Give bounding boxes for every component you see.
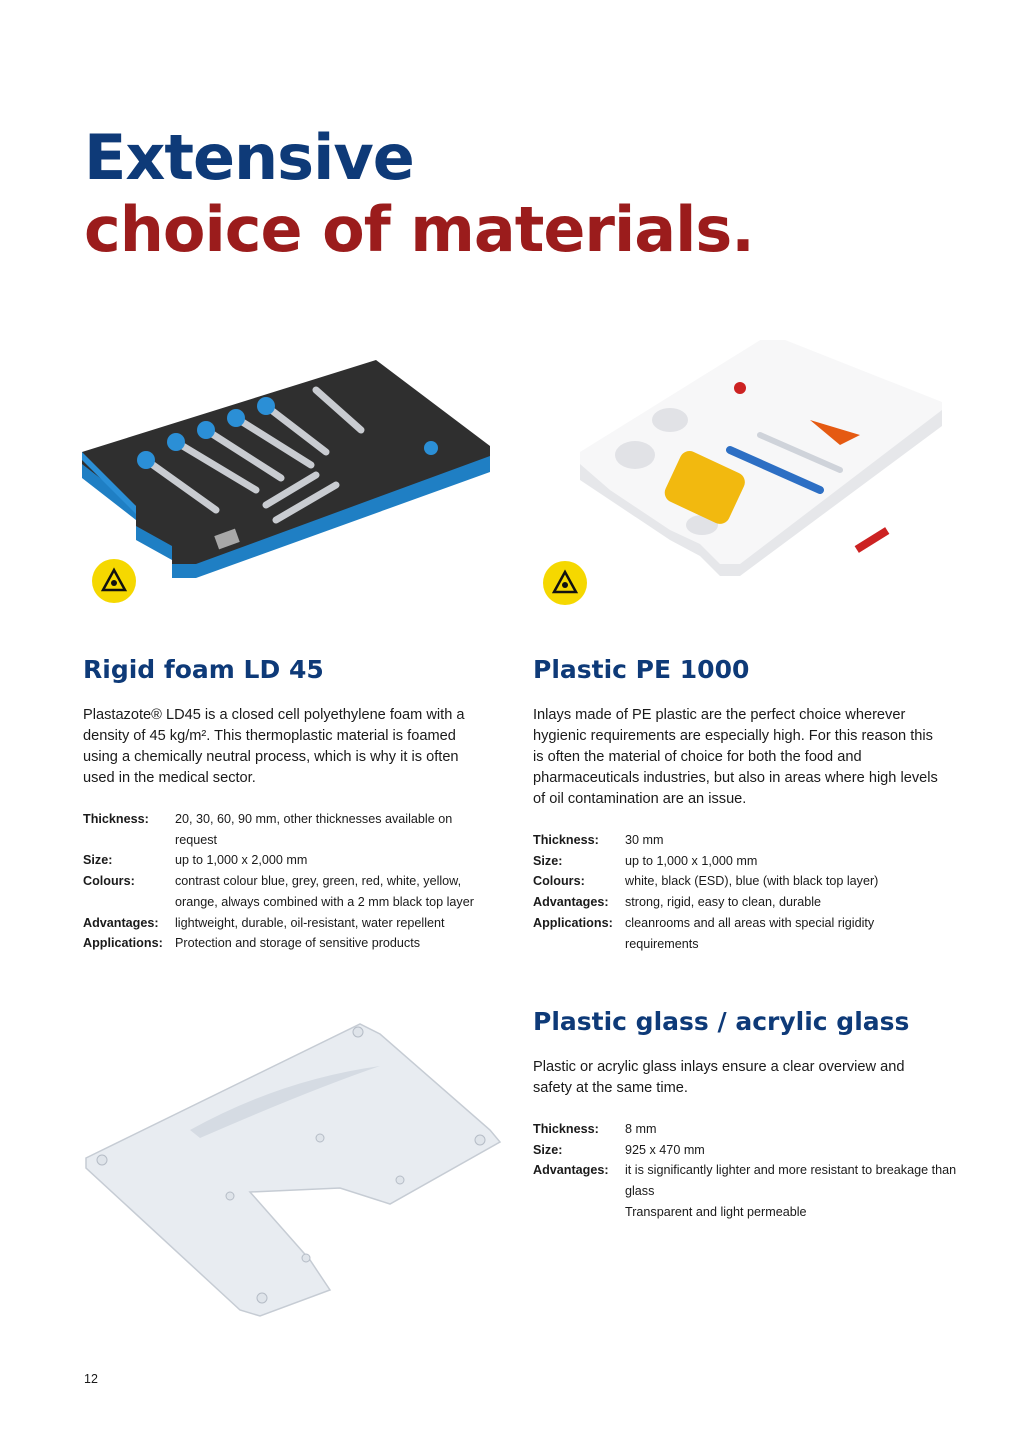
spec-value: up to 1,000 x 2,000 mm	[175, 853, 308, 868]
spec-row	[83, 809, 493, 850]
spec-value: contrast colour blue, grey, green, red, white, yellow, orange, always combined with a 2 mm black top layer	[175, 874, 474, 909]
pe-inlay-image	[570, 340, 950, 580]
spec-value: 8 mm	[625, 1122, 657, 1136]
spec-key: Advantages:	[533, 895, 609, 910]
spec-value: it is significantly lighter and more resistant to breakage than glass Transparent and light permeable	[625, 1163, 957, 1219]
spec-row	[533, 1160, 958, 1222]
spec-key: Applications:	[533, 915, 613, 930]
spec-key: Applications:	[83, 936, 163, 951]
headline-line-1: Extensive	[84, 121, 414, 194]
spec-key: Size:	[533, 1142, 563, 1157]
spec-value: 925 x 470 mm	[625, 1142, 705, 1157]
spec-table	[533, 1119, 958, 1223]
spec-row	[533, 871, 943, 892]
spec-key: Thickness:	[533, 1122, 599, 1136]
section-title: Plastic PE 1000	[533, 655, 750, 684]
spec-row	[83, 850, 493, 871]
spec-table	[83, 809, 493, 954]
spec-row	[83, 933, 493, 954]
section-description: Plastic or acrylic glass inlays ensure a clear overview and safety at the same time.	[533, 1059, 905, 1096]
section-description: Plastazote® LD45 is a closed cell polyethylene foam with a density of 45 kg/m². This thermoplastic material is foamed using a chemically neutral process, which is why it is often used in the medical sector.	[83, 707, 465, 786]
acrylic-glass-image	[80, 1020, 510, 1320]
section-plastic-pe-1000	[533, 655, 943, 954]
spec-row	[533, 1119, 958, 1140]
spec-value: lightweight, durable, oil-resistant, water repellent	[175, 915, 445, 930]
spec-table	[533, 830, 943, 954]
section-description: Inlays made of PE plastic are the perfect choice wherever hygienic requirements are especially high. For this reason this is often the material of choice for both the food and pharmaceuticals industries, but also in areas where high levels of oil contamination are an issue.	[533, 707, 938, 807]
spec-key: Colours:	[83, 874, 135, 889]
spec-value: white, black (ESD), blue (with black top layer)	[625, 874, 879, 889]
section-acrylic-glass	[533, 1007, 958, 1223]
esd-warning-icon	[92, 559, 136, 603]
spec-row	[533, 892, 943, 913]
spec-key: Advantages:	[83, 915, 159, 930]
spec-key: Advantages:	[533, 1163, 609, 1178]
spec-key: Size:	[83, 853, 113, 868]
spec-row	[83, 871, 493, 912]
esd-warning-icon	[543, 561, 587, 605]
page-headline	[84, 122, 754, 266]
spec-value: Protection and storage of sensitive products	[175, 936, 421, 951]
spec-key: Size:	[533, 853, 563, 868]
spec-value: cleanrooms and all areas with special rigidity requirements	[625, 915, 875, 951]
spec-row	[533, 1140, 958, 1161]
spec-value: 20, 30, 60, 90 mm, other thicknesses available on request	[175, 812, 453, 847]
spec-value: 30 mm	[625, 833, 664, 847]
spec-key: Thickness:	[83, 812, 149, 826]
spec-key: Colours:	[533, 874, 585, 889]
section-title: Plastic glass / acrylic glass	[533, 1007, 910, 1036]
spec-value: up to 1,000 x 1,000 mm	[625, 853, 758, 868]
spec-row	[533, 851, 943, 872]
spec-row	[533, 830, 943, 851]
foam-inlay-image	[76, 360, 496, 590]
spec-row	[83, 913, 493, 934]
headline-line-2: choice of materials.	[84, 193, 754, 266]
spec-key: Thickness:	[533, 833, 599, 847]
page-number: 12	[84, 1372, 98, 1386]
section-rigid-foam	[83, 655, 493, 954]
spec-row	[533, 913, 943, 954]
section-title: Rigid foam LD 45	[83, 655, 324, 684]
spec-value: strong, rigid, easy to clean, durable	[625, 895, 822, 910]
